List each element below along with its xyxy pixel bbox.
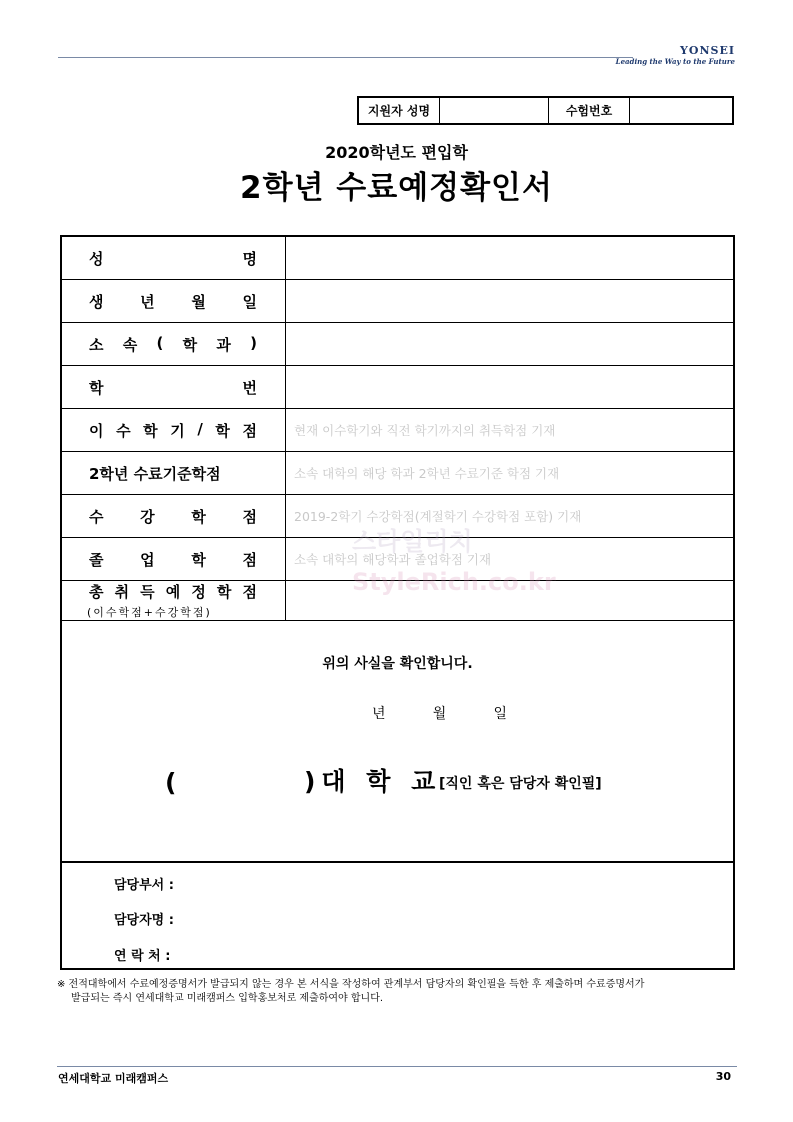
logo-slogan: Leading the Way to the Future [615,57,735,66]
row-label-student-id [62,366,286,408]
row-label-text: 학 번 [89,378,257,397]
row-label-graduation-credits [62,538,286,580]
row-label-birthdate [62,280,286,322]
row-name [62,237,733,280]
footnote-line-2: 발급되는 즉시 연세대학교 미래캠퍼스 입학홍보처로 제출하여야 합니다. [71,993,384,1004]
row-completion-credits [62,452,733,495]
row-label-text: 2학년 수료기준학점 [89,464,221,483]
day-label: 일 [493,706,507,722]
row-label-text: 생 년 월 일 [89,292,257,311]
year-label: 년 [372,706,386,722]
watermark-url: StyleRich.co.kr [352,568,556,596]
applicant-name-label: 지원자 성명 [359,98,440,123]
confirmation-form [60,235,735,970]
row-label-completion-credits [62,452,286,494]
contact-phone-label: 연 락 처 : [114,949,171,964]
row-value-semester-credits[interactable]: 현재 이수학기와 직전 학기까지의 취득학점 기재 [294,423,556,438]
footer-rule [57,1066,737,1067]
watermark-korean: 스타일리치 [352,527,473,556]
row-label-text: 수 강 학 점 [89,507,257,526]
row-label-text: 졸 업 학 점 [89,550,257,569]
form-subtitle: 2020학년도 편입학 [325,143,468,162]
row-label-text: 소 속 ( 학 과 ) [89,333,257,354]
date-line [372,703,507,723]
row-label-text: 성 명 [89,249,257,268]
university-name-open: ( [165,768,177,797]
confirmation-text: 위의 사실을 확인합니다. [322,656,473,672]
row-label-affiliation [62,323,286,365]
row-semester-credits [62,409,733,452]
row-affiliation [62,323,733,366]
exam-number-label: 수험번호 [549,98,630,123]
form-title: 2학년 수료예정확인서 [240,170,553,206]
confirmation-section [62,620,733,863]
row-label-text: 총 취 득 예 정 학 점 [89,583,257,601]
row-label-total-expected-credits [62,581,286,620]
row-birthdate [62,280,733,323]
footnote [57,978,737,1006]
row-value-enrolled-credits[interactable]: 2019-2학기 수강학점(계절학기 수강학점 포함) 기재 [294,509,582,524]
page-number: 30 [715,1070,731,1083]
row-label-enrolled-credits [62,495,286,537]
footer-university: 연세대학교 미래캠퍼스 [58,1072,169,1085]
contact-dept-label: 담당부서 : [114,878,174,893]
seal-note: [직인 혹은 담당자 확인필] [439,776,602,792]
university-label: )대 학 교 [304,767,442,796]
logo-brand: YONSEI [680,44,735,57]
row-label-name [62,237,286,279]
row-value-graduation-credits[interactable]: 소속 대학의 해당학과 졸업학점 기재 [294,552,492,567]
row-sublabel: (이수학점+수강학점) [87,606,212,619]
row-student-id [62,366,733,409]
yonsei-logo [616,44,735,66]
row-label-text: 이 수 학 기 / 학 점 [89,419,257,440]
row-value-completion-credits[interactable]: 소속 대학의 해당 학과 2학년 수료기준 학점 기재 [294,466,560,481]
header-rule [58,57,633,58]
contact-person-label: 담당자명 : [114,913,174,928]
footnote-line-1: ※ 전적대학에서 수료예정증명서가 발급되지 않는 경우 본 서식을 작성하여 관계부서 담당자의 확인필을 득한 후 제출하며 수료증명서가 [57,979,645,990]
applicant-box [357,96,734,125]
row-label-semester-credits [62,409,286,451]
month-label: 월 [432,706,447,722]
exam-number-field[interactable] [630,98,732,123]
applicant-name-field[interactable] [440,98,549,123]
